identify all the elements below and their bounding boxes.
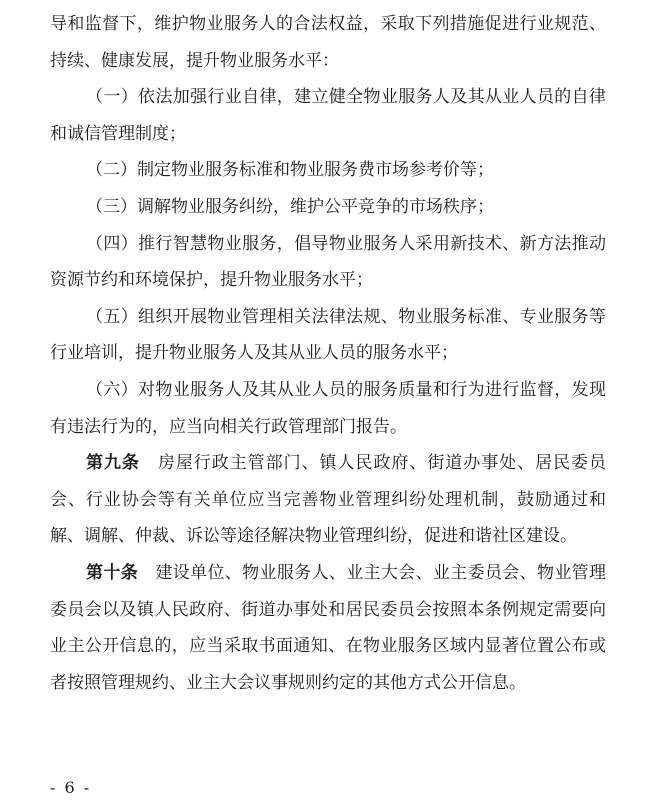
continuation-paragraph: 导和监督下，维护物业服务人的合法权益，采取下列措施促进行业规范、持续、健康发展，提升物业服务水平： (50, 14, 606, 71)
article-10-number: 第十条 (86, 562, 139, 583)
article-9-number: 第九条 (86, 453, 140, 474)
article-10-text: 建设单位、物业服务人、业主大会、业主委员会、物业管理委员会以及镇人民政府、街道办事处和居民委员会按照本条例规定需要向业主公开信息的，应当采取书面通知、在物业服务区域内显著位置公布或者按照管理规约、业主大会议事规则约定的其他方式公开信息。 (50, 562, 607, 693)
measure-item-5: （五）组织开展物业管理相关法律法规、物业服务标准、专业服务等行业培训，提升物业服务人及其从业人员的服务水平； (50, 306, 606, 364)
measure-item-3: （三）调解物业服务纠纷，维护公平竞争的市场秩序； (86, 196, 494, 217)
page-number: - 6 - (50, 778, 92, 797)
measure-item-4: （四）推行智慧物业服务，倡导物业服务人采用新技术、新方法推动资源节约和环境保护，提升物业服务水平； (50, 233, 606, 291)
article-9-text: 房屋行政主管部门、镇人民政府、街道办事处、居民委员会、行业协会等有关单位应当完善物业管理纠纷处理机制，鼓励通过和解、调解、仲裁、诉讼等途径解决物业管理纠纷，促进和谐社区建设。 (50, 453, 607, 547)
measure-item-6: （六）对物业服务人及其从业人员的服务质量和行为进行监督，发现有违法行为的，应当向相关行政管理部门报告。 (50, 379, 606, 437)
document-body (50, 6, 606, 701)
measure-item-2: （二）制定物业服务标准和物业服务费市场参考价等； (86, 160, 494, 181)
article-9 (50, 445, 606, 555)
measure-item-1: （一）依法加强行业自律，建立健全物业服务人及其从业人员的自律和诚信管理制度； (50, 87, 606, 144)
article-10 (50, 555, 606, 701)
